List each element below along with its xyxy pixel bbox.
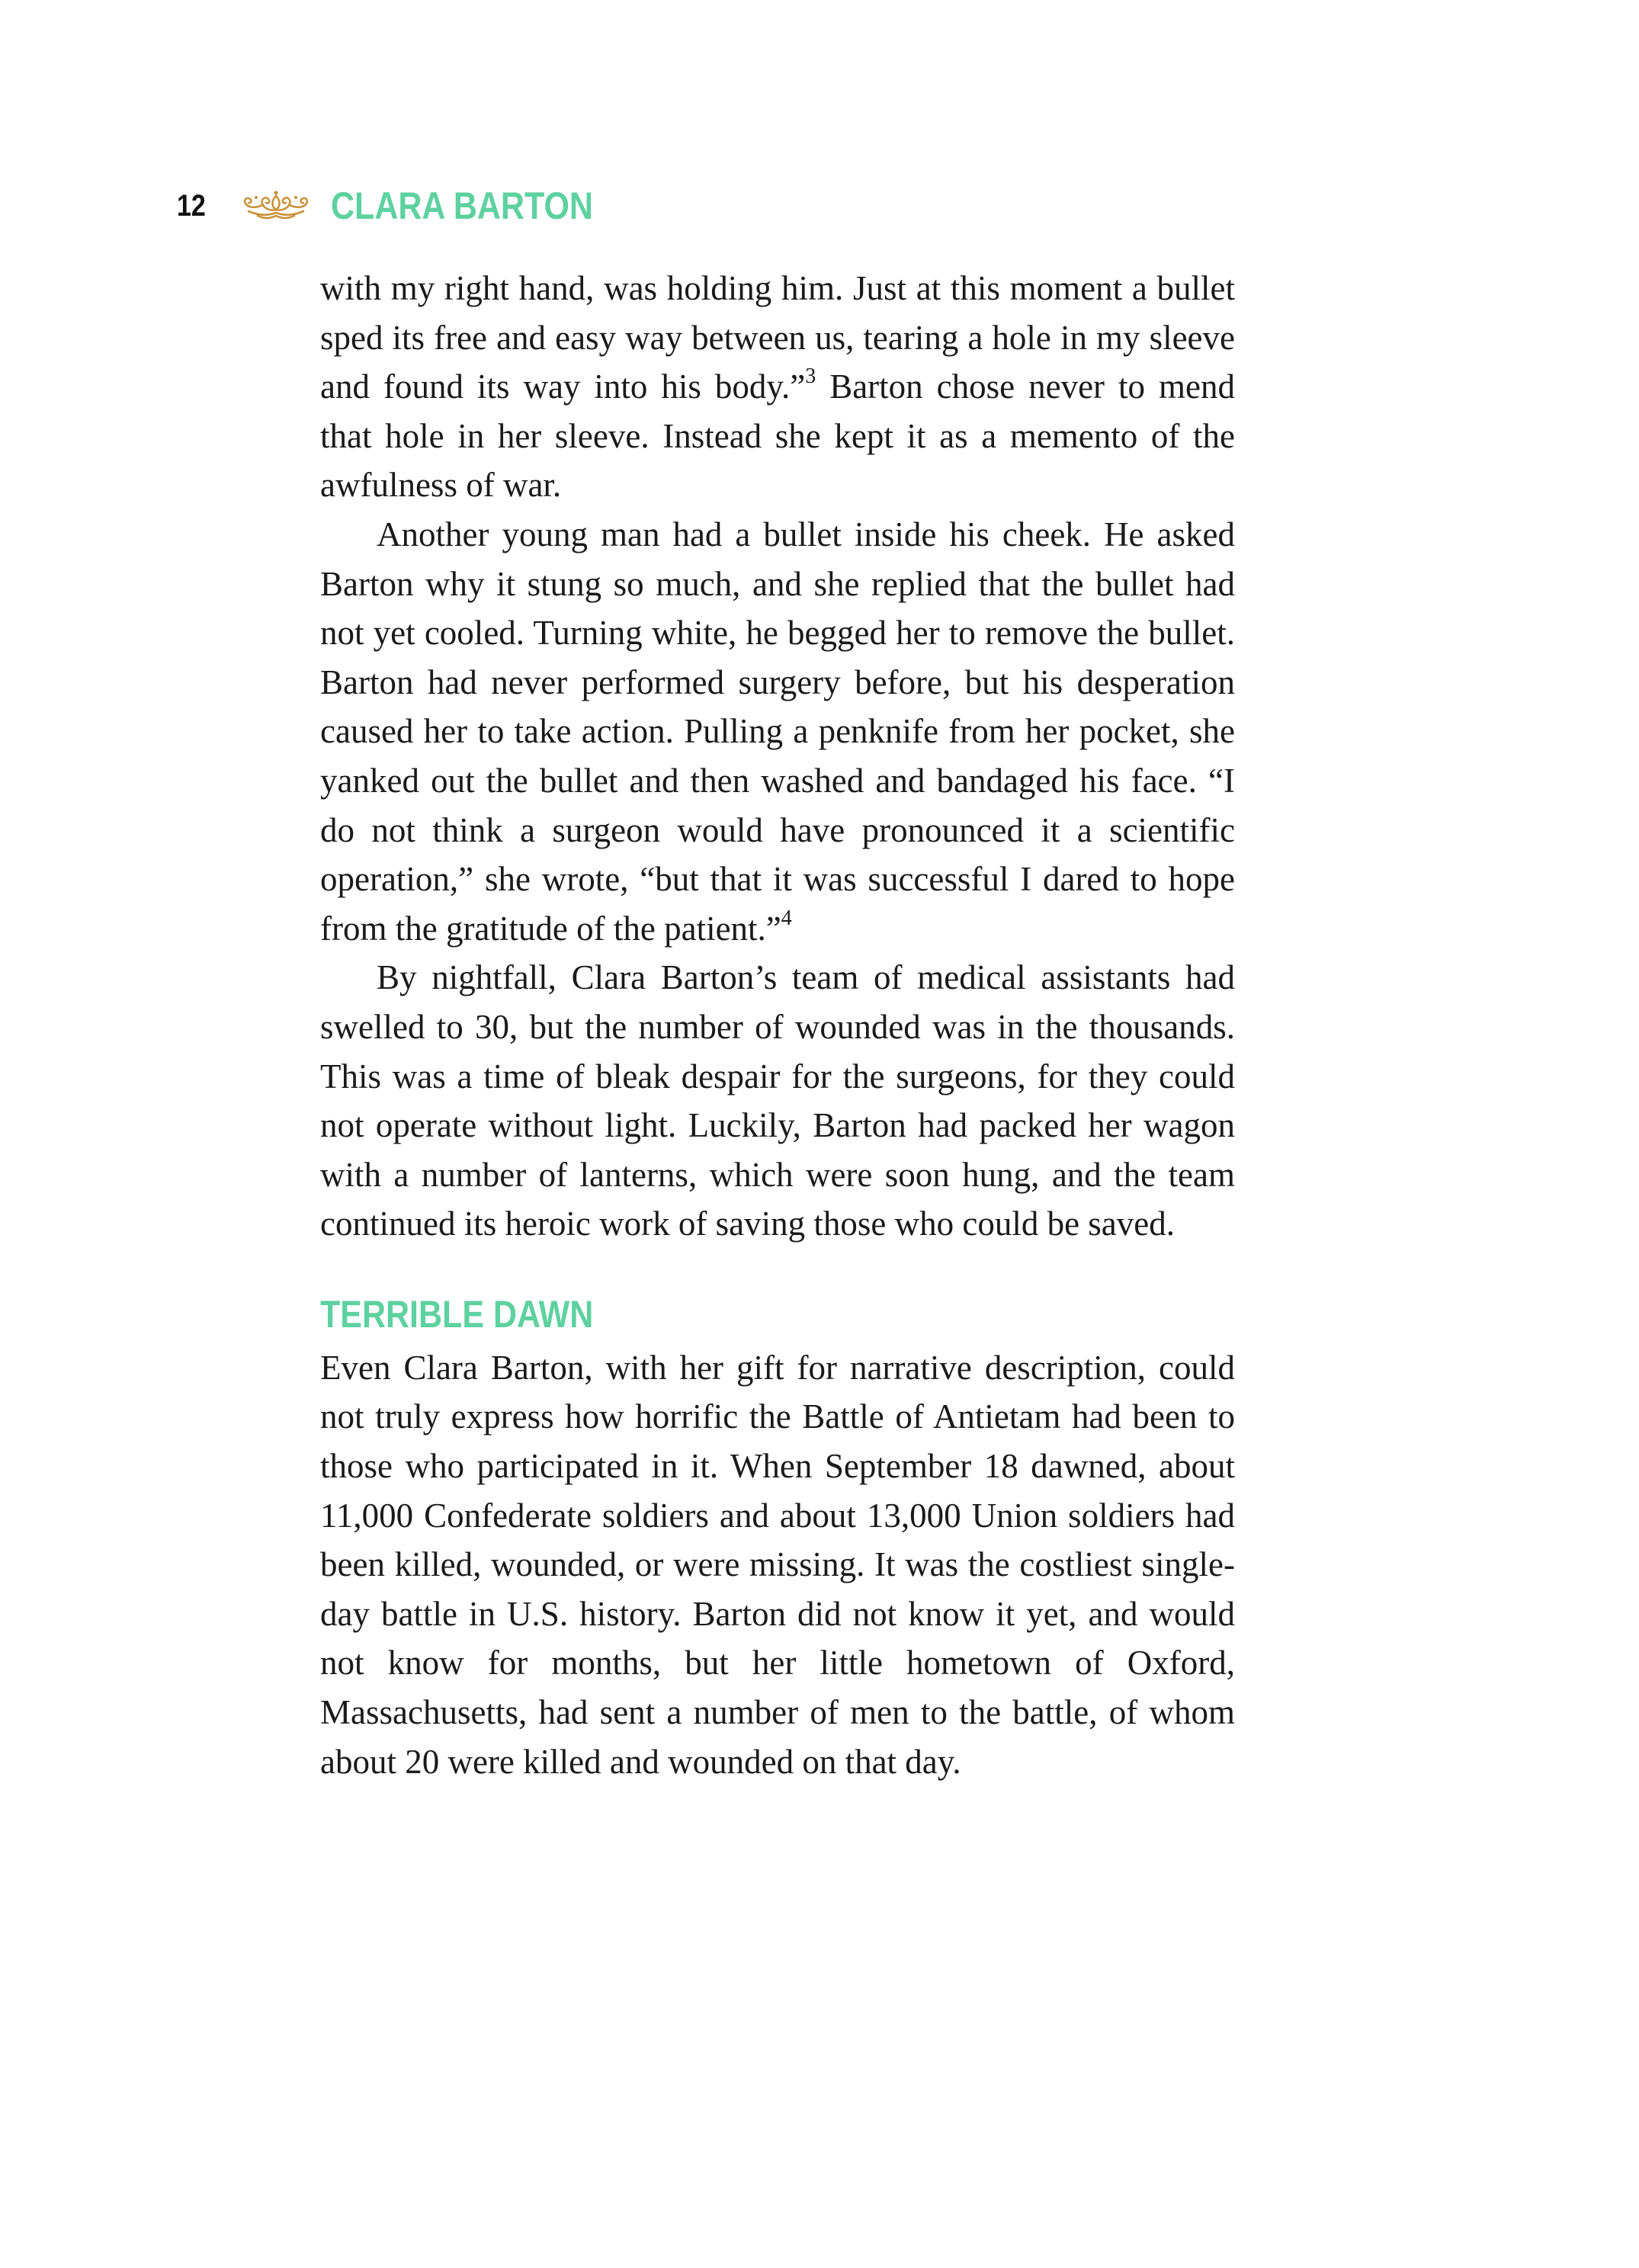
paragraph-1-text-a: with my right hand, was holding him. Just at this moment a bullet sped its free and easy way between us, tearing a hole in my sleeve and found its way into his body.” (320, 269, 1235, 406)
running-head (177, 181, 636, 230)
paragraph-1-text-b: Barton chose never to mend that hole in her sleeve. Instead she kept it as a memento of the awfulness of war. (320, 367, 1235, 505)
page-number: 12 (177, 188, 206, 223)
paragraph-3: By nightfall, Clara Barton’s team of medical assistants had swelled to 30, but the number of wounded was in the thousands. This was a time of bleak despair for the surgeons, for they could not operate without light. Luckily, Barton had packed her wagon with a number of lanterns, which were soon hung, and the team continued its heroic work of saving those who could be saved. (320, 958, 1235, 1243)
paragraph-2-text: Another young man had a bullet inside his cheek. He asked Barton why it stung so much, and she replied that the bullet had not yet cooled. Turning white, he begged her to remove the bullet. Barton had never performed surgery before, but his desperation caused her to take action. Pulling a penknife from her pocket, she yanked out the bullet and then washed and bandaged his face. “I do not think a surgeon would have pronounced it a scientific operation,” she wrote, “but that it was successful I dared to hope from the gratitude of the patient.” (320, 515, 1235, 948)
endnote-marker-3: 3 (805, 364, 816, 389)
section-heading: TERRIBLE DAWN (320, 1292, 594, 1336)
scroll-ornament-icon (241, 188, 311, 223)
book-title: CLARA BARTON (331, 184, 593, 227)
endnote-marker-4: 4 (781, 906, 792, 930)
paragraph-1 (320, 264, 1235, 510)
paragraph-4: Even Clara Barton, with her gift for narrative description, could not truly express how horrific the Battle of Antietam had been to those who participated in it. When September 18 dawned, about 11,000 Confederate soldiers and about 13,000 Union soldiers had been killed, wounded, or were missing. It was the costliest single-day battle in U.S. history. Barton did not know it yet, and would not know for months, but her little hometown of Oxford, Massachusetts, had sent a number of men to the battle, of whom about 20 were killed and wounded on that day. (320, 1348, 1235, 1781)
body-text (320, 264, 1235, 1786)
paragraph-2 (320, 510, 1235, 953)
